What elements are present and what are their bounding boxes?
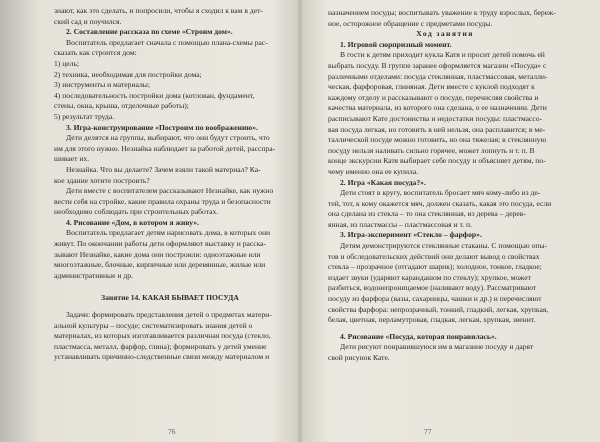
text-line: материалах, из которых изготавливается различная посуда (стекло, bbox=[54, 331, 271, 341]
text-line: выбрать посуду. В группе заранее оформляется магазин «Посуда» с bbox=[328, 60, 547, 70]
text-line: расписывают Кате достоинства и недостатки посуды: пластмассо- bbox=[328, 113, 543, 123]
text-line: сказать как строится дом: bbox=[54, 48, 137, 58]
text-line: ческая, фарфоровая, глиняная. Дети вместе с куклой подходят к bbox=[328, 82, 535, 92]
section-heading: 3. Игра-эксперимент «Стекло – фарфор». bbox=[340, 230, 482, 240]
section-heading: 2. Составление рассказа по схеме «Строим дом». bbox=[66, 27, 233, 37]
text-line: им для этого нужно. Незнайка наблюдает за работой детей, расспра- bbox=[54, 143, 276, 153]
text-line: свой рисунок Кате. bbox=[328, 353, 390, 362]
text-line: живут. По окончании работы дети оформляют выставку и расска- bbox=[54, 239, 267, 249]
section-heading: 1. Игровой сюрпризный момент. bbox=[340, 39, 452, 49]
text-line: ский сад и поучился. bbox=[54, 16, 122, 26]
lesson-progress-heading: Ход занятия bbox=[416, 29, 474, 39]
text-line: 1) цель; bbox=[54, 58, 80, 68]
text-line: разбиться, водонепроницаемое (наливают воду). Рассматривают bbox=[328, 283, 537, 293]
text-line: тов и обследовательских действий они делают вывод о свойствах bbox=[328, 251, 540, 261]
text-line: ное, осторожное обращение с предметами посуды. bbox=[328, 18, 493, 28]
text-line: 3) инструменты и материалы; bbox=[54, 80, 150, 90]
section-heading: 4. Рисование «Дом, в котором я живу». bbox=[66, 217, 199, 227]
text-line: вести себя на стройке, какие правила охраны труда и безопасности bbox=[54, 196, 271, 206]
text-line: Дети делятся на группы, выбирают, что они будут строить, что bbox=[66, 133, 270, 143]
text-line: шивает их. bbox=[54, 154, 90, 164]
text-line: таллической посуде можно готовить, но она тяжелая; в стеклянную bbox=[328, 135, 547, 145]
text-line: Дети вместе с воспитателем рассказывают Незнайке, как нужно bbox=[66, 186, 274, 196]
text-line: стекла – прозрачное (отгадают шарик); холодное, тонкое, гладкое; bbox=[328, 262, 542, 272]
text-line: назначением посуды; воспитывать уважение к труду взрослых, береж- bbox=[328, 8, 556, 17]
text-line: вая посуда легкая, но готовить в ней нельзя, она расплавится; в ме- bbox=[328, 124, 546, 134]
section-heading: 4. Рисование «Посуда, которая понравилась». bbox=[340, 331, 497, 341]
text-line: конце экскурсии Катя выбирает себе посуду и объясняет детям, по- bbox=[328, 156, 546, 166]
text-line: каждому отделу и рассказывают о посуде, перечисляя свойства и bbox=[328, 92, 539, 102]
text-line: белая, цветная, перламутровая, гладкая, легкая, хрупкая, звенит. bbox=[328, 315, 536, 325]
text-line: многоэтажные, блочные, кирпичные или деревянные, жилые или bbox=[54, 260, 266, 270]
text-line: качества материала, из которого она сделана, о ее назначении. Дети bbox=[328, 103, 547, 113]
text-line: альной культуры – посуде; систематизировать знания детей о bbox=[54, 320, 253, 330]
page-number-right: 77 bbox=[424, 427, 432, 436]
text-line: издает звуки (ударяют карандашом по стеклу); хрупкое, может bbox=[328, 272, 531, 282]
text-line: стены, окна, крыша, отделочные работы); bbox=[54, 101, 189, 111]
section-heading: 3. Игра-конструирование «Построим по воображению». bbox=[66, 122, 258, 132]
text-line: свойства фарфора: непрозрачный, тонкий, гладкий, легкая, хрупкая, bbox=[328, 304, 549, 314]
text-line: В гости к детям приходит кукла Катя и просит детей помочь ей bbox=[340, 50, 545, 60]
text-line: тей, тот, к кому окажется мяч, должен сказать, какая это посуда, если bbox=[328, 198, 552, 208]
text-line: пластмасса, металл, фарфор, глина); формировать у детей умение bbox=[54, 341, 267, 351]
text-line: Дети стоят в кругу, воспитатель бросает мяч кому-либо из де- bbox=[340, 188, 541, 198]
text-line: посуду из фарфора (вазы, сахарницы, чашки и др.) и перечисляют bbox=[328, 294, 542, 304]
text-line: она сделана из стекла – то она стеклянная, из дерева – дерев- bbox=[328, 209, 526, 219]
lesson-title: Занятие 14. КАКАЯ БЫВАЕТ ПОСУДА bbox=[101, 293, 239, 303]
page-number-left: 76 bbox=[168, 427, 176, 436]
text-line: Воспитатель предлагает детям нарисовать дома, в которых они bbox=[66, 228, 271, 238]
tasks-line: Задачи: формировать представления детей о предметах матери- bbox=[66, 310, 272, 320]
right-page bbox=[300, 0, 600, 442]
text-line: устанавливать причинно-следственные связи между материалом и bbox=[54, 352, 270, 362]
text-line: 4) последовательность постройки дома (котлован, фундамент, bbox=[54, 90, 255, 100]
text-line: Незнайка. Что вы делаете? Зачем взяли такой материал? Ка- bbox=[66, 164, 261, 174]
text-line: Детям демонстрируются стеклянные стаканы. С помощью опы- bbox=[340, 241, 548, 251]
text-line: кое здание хотите построить? bbox=[54, 175, 150, 185]
text-line: посуду нельзя наливать сильно горячее, может лопнуть и т. п. В bbox=[328, 145, 535, 155]
text-line: 5) результат труда. bbox=[54, 111, 115, 121]
section-heading: 2. Игра «Какая посуда?». bbox=[340, 177, 426, 187]
text-line: знают, как это сделать, и попросили, чтобы я сходил к вам в дет- bbox=[54, 6, 263, 15]
text-line: необходимо соблюдать при строительных работах. bbox=[54, 207, 219, 217]
text-line: 2) техника, необходимая для постройки дома; bbox=[54, 69, 202, 79]
text-line: янная, из пластмассы – пластмассовая и т. п. bbox=[328, 219, 473, 229]
text-line: зывают Незнайке, какие дома они построили: одноэтажные или bbox=[54, 249, 261, 259]
text-line: Дети рисуют понравившуюся им в магазине посуду и дарят bbox=[340, 342, 534, 352]
text-line: чему именно она ее купила. bbox=[328, 166, 419, 176]
text-line: различными отделами: посуда стеклянная, пластмассовая, металли- bbox=[328, 71, 548, 81]
text-line: Воспитатель предлагает сначала с помощью плана-схемы рас- bbox=[66, 37, 268, 47]
text-line: административные и др. bbox=[54, 270, 133, 280]
